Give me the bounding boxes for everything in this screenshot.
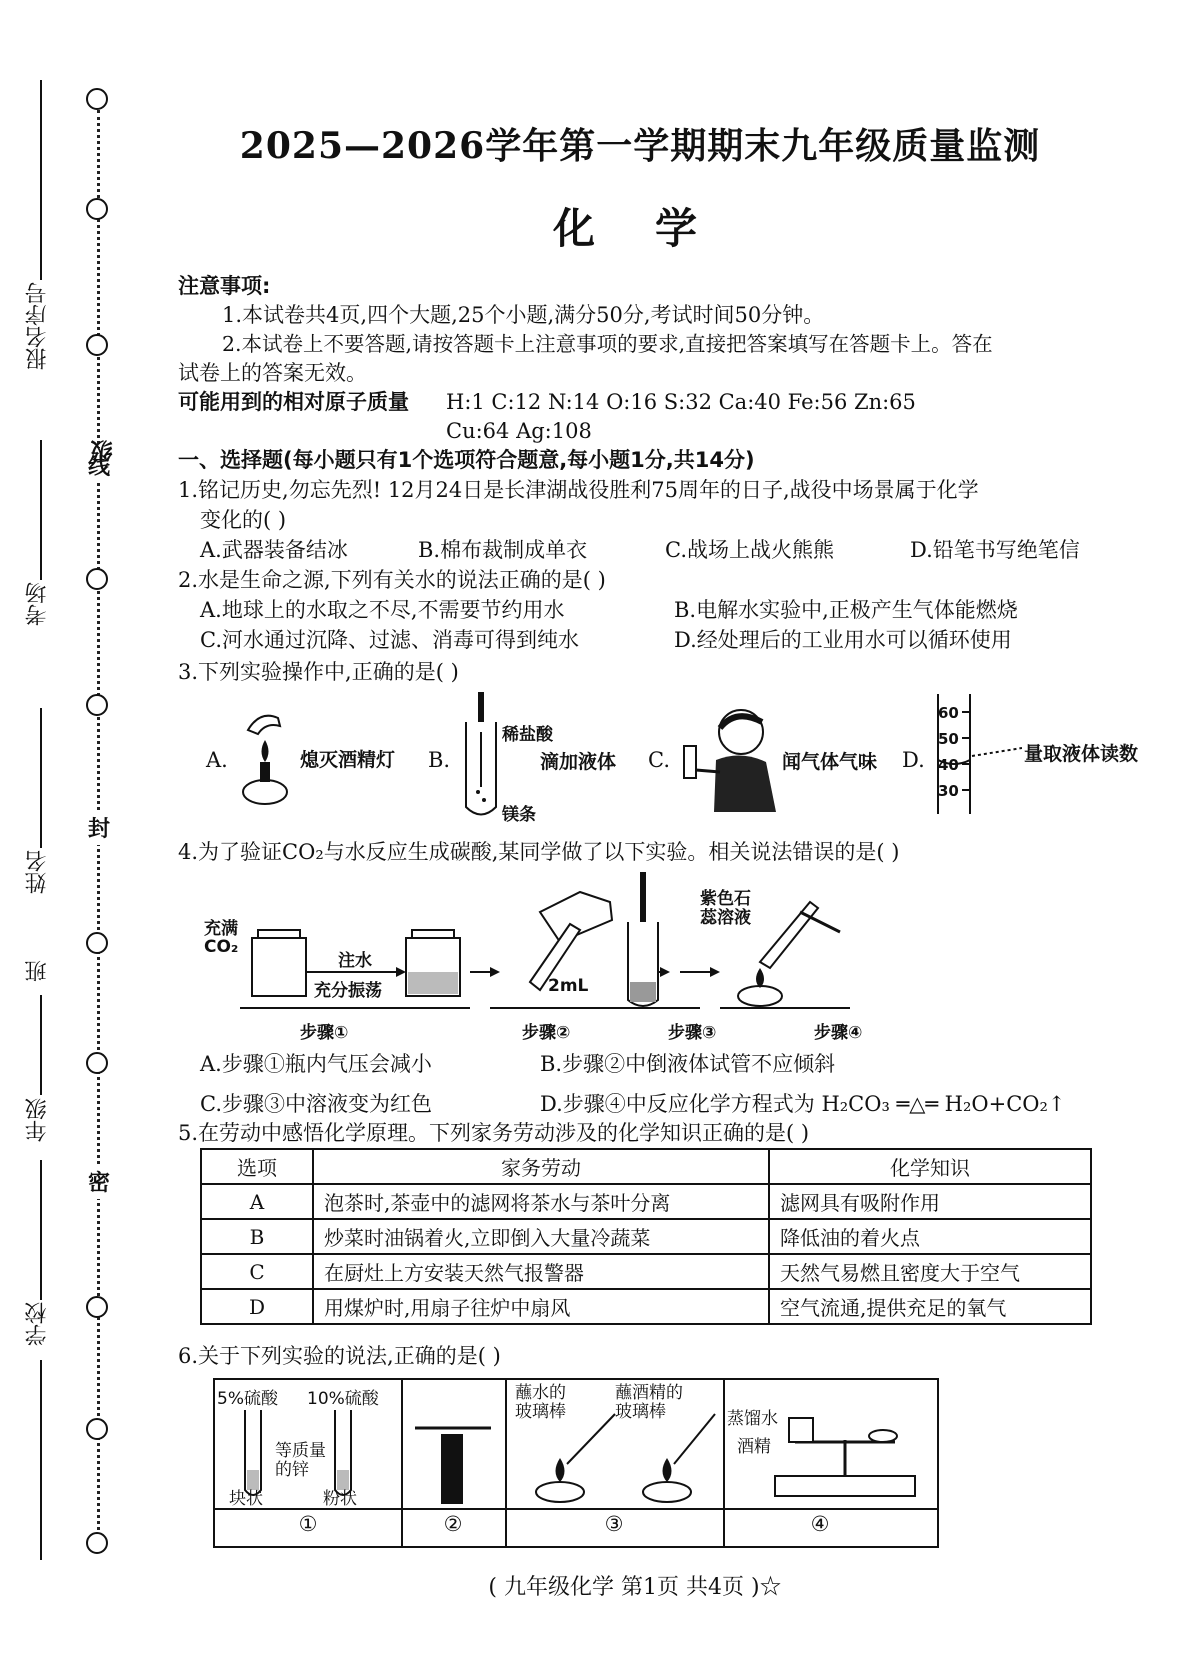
q3-d-caption: 量取液体读数 [1024, 743, 1139, 765]
q5-stem: 5.在劳动中感悟化学原理。下列家务劳动涉及的化学知识正确的是( ) [178, 1121, 810, 1145]
q6-label-rod-water: 蘸水的 玻璃棒 [515, 1383, 566, 1422]
q5-cell: 天然气易燃且密度大于空气 [769, 1254, 1091, 1289]
q5-cell: 用煤炉时,用扇子往炉中扇风 [313, 1289, 769, 1324]
q3-b-label-acid: 稀盐酸 [502, 725, 553, 745]
q5-header-row [201, 1149, 1091, 1184]
q6-label-powder: 粉状 [323, 1489, 357, 1509]
q4-option-c: C.步骤③中溶液变为红色 [200, 1092, 432, 1116]
label-name: 姓名 [25, 850, 50, 894]
q6-number-1: ① [298, 1512, 318, 1536]
q3-d-tick-50: 50 [938, 730, 959, 748]
binding-hole [86, 1296, 108, 1318]
seal-char-line: 线 [88, 448, 110, 483]
q3-b-label-magnesium: 镁条 [502, 805, 536, 825]
q3-letter-d: D. [902, 748, 925, 772]
q6-stem: 6.关于下列实验的说法,正确的是( ) [178, 1344, 501, 1368]
table-row [201, 1289, 1091, 1324]
label-grade-char: 级 [91, 440, 116, 462]
q6-label-block: 块状 [229, 1489, 263, 1509]
atomic-mass-line-1: H:1 C:12 N:14 O:16 S:32 Ca:40 Fe:56 Zn:65 [446, 390, 916, 414]
seal-char-secret: 密 [88, 1164, 110, 1199]
q6-number-2: ② [443, 1512, 463, 1536]
q6-number-4: ④ [810, 1512, 830, 1536]
notice-item-2-cont: 试卷上的答案无效。 [178, 361, 367, 385]
q3-b-test-tube-figure [456, 692, 506, 822]
atomic-mass-line-2: Cu:64 Ag:108 [446, 419, 592, 443]
q2-stem: 2.水是生命之源,下列有关水的说法正确的是( ) [178, 568, 606, 592]
q5-cell: 在厨灶上方安装天然气报警器 [313, 1254, 769, 1289]
label-class: 班 [25, 960, 50, 982]
q5-header-chore: 家务劳动 [313, 1149, 769, 1184]
binding-hole [86, 88, 108, 110]
binding-hole [86, 694, 108, 716]
q3-a-caption: 熄灭酒精灯 [300, 749, 396, 771]
q5-cell: 泡茶时,茶壶中的滤网将茶水与茶叶分离 [313, 1184, 769, 1219]
binding-hole [86, 334, 108, 356]
q3-c-smelling-figure [676, 700, 784, 815]
q3-d-tick-60: 60 [938, 704, 959, 722]
fill-line [40, 708, 42, 848]
page-footer: ( 九年级化学 第1页 共4页 )☆ [488, 1575, 782, 1600]
q4-step-2: 步骤② [522, 1023, 571, 1043]
fill-line [40, 440, 42, 580]
q4-label-shake: 充分振荡 [314, 981, 382, 1001]
q3-letter-a: A. [206, 748, 228, 772]
q4-step-1: 步骤① [300, 1023, 349, 1043]
label-grade: 年级 [25, 1098, 50, 1142]
q3-d-tick-40: 40 [938, 756, 959, 774]
q4-label-water: 注水 [338, 951, 372, 971]
q5-header-knowledge: 化学知识 [769, 1149, 1091, 1184]
notice-item-2: 2.本试卷上不要答题,请按答题卡上注意事项的要求,直接把答案填写在答题卡上。答在 [222, 332, 993, 356]
q6-label-zinc: 等质量 的锌 [275, 1441, 326, 1480]
subject-title: 化学 [552, 204, 757, 253]
table-row [201, 1219, 1091, 1254]
q5-cell: D [201, 1289, 313, 1324]
table-row [201, 1254, 1091, 1289]
q5-cell: 空气流通,提供充足的氧气 [769, 1289, 1091, 1324]
q4-label-bottle: 充满 CO₂ [204, 919, 239, 957]
q2-option-d: D.经处理后的工业用水可以循环使用 [674, 628, 1012, 652]
q1-stem-cont: 变化的( ) [200, 508, 287, 532]
notice-heading: 注意事项: [178, 274, 271, 298]
q3-letter-c: C. [648, 748, 670, 772]
q2-option-c: C.河水通过沉降、过滤、消毒可得到纯水 [200, 628, 579, 652]
fill-line [40, 1160, 42, 1300]
binding-hole [86, 568, 108, 590]
label-exam-room: 考场 [25, 582, 50, 626]
q1-option-b: B.棉布裁制成单衣 [418, 538, 588, 562]
label-registration-number: 报名序号 [25, 282, 50, 370]
q2-option-a: A.地球上的水取之不尽,不需要节约用水 [200, 598, 565, 622]
fill-line [40, 995, 42, 1095]
q4-step-3: 步骤③ [668, 1023, 717, 1043]
q5-header-option: 选项 [201, 1149, 313, 1184]
binding-hole [86, 1532, 108, 1554]
q4-label-volume: 2mL [548, 976, 589, 996]
exam-title: 2025—2026学年第一学期期末九年级质量监测 [239, 125, 1041, 167]
q4-option-a: A.步骤①瓶内气压会减小 [200, 1052, 432, 1076]
q5-cell: 炒菜时油锅着火,立即倒入大量冷蔬菜 [313, 1219, 769, 1254]
q6-label-acid-5: 5%硫酸 [217, 1389, 278, 1409]
q1-option-d: D.铅笔书写绝笔信 [910, 538, 1080, 562]
q6-figure-table [213, 1378, 939, 1548]
q1-option-a: A.武器装备结冰 [200, 538, 348, 562]
q2-option-b: B.电解水实验中,正极产生气体能燃烧 [674, 598, 1018, 622]
table-row [201, 1184, 1091, 1219]
q5-cell: 滤网具有吸附作用 [769, 1184, 1091, 1219]
q3-a-alcohol-lamp-figure [230, 700, 300, 810]
q3-b-caption: 滴加液体 [540, 751, 617, 773]
q6-number-3: ③ [604, 1512, 624, 1536]
q3-letter-b: B. [428, 748, 451, 772]
q5-table [200, 1148, 1092, 1325]
seal-char-seal: 封 [88, 810, 110, 845]
q1-option-c: C.战场上战火熊熊 [665, 538, 834, 562]
q4-step-4: 步骤④ [814, 1023, 863, 1043]
label-school: 学校 [25, 1302, 50, 1346]
q1-stem: 1.铭记历史,勿忘先烈! 12月24日是长津湖战役胜利75周年的日子,战役中场景属于化学 [178, 478, 979, 502]
q4-label-litmus: 紫色石 蕊溶液 [700, 889, 751, 928]
q5-cell: B [201, 1219, 313, 1254]
q3-d-tick-30: 30 [938, 782, 959, 800]
q6-label-rod-alcohol: 蘸酒精的 玻璃棒 [615, 1383, 683, 1422]
q5-cell: A [201, 1184, 313, 1219]
q5-cell: C [201, 1254, 313, 1289]
q3-c-caption: 闻气体气味 [782, 751, 878, 773]
q4-option-d: D.步骤④中反应化学方程式为 H₂CO₃ ═△═ H₂O+CO₂↑ [540, 1092, 1066, 1116]
q6-label-distilled: 蒸馏水 [727, 1409, 778, 1429]
atomic-mass-label: 可能用到的相对原子质量 [178, 390, 409, 414]
fill-line [40, 1360, 42, 1560]
q5-cell: 降低油的着火点 [769, 1219, 1091, 1254]
binding-hole [86, 1418, 108, 1440]
q4-option-b: B.步骤②中倒液体试管不应倾斜 [540, 1052, 836, 1076]
q4-stem: 4.为了验证CO₂与水反应生成碳酸,某同学做了以下实验。相关说法错误的是( ) [178, 840, 900, 864]
binding-hole [86, 932, 108, 954]
binding-hole [86, 1052, 108, 1074]
notice-item-1: 1.本试卷共4页,四个大题,25个小题,满分50分,考试时间50分钟。 [222, 303, 825, 327]
q6-label-acid-10: 10%硫酸 [307, 1389, 379, 1409]
q4-experiment-figure [200, 872, 920, 1022]
section-1-heading: 一、选择题(每小题只有1个选项符合题意,每小题1分,共14分) [178, 448, 755, 472]
q3-stem: 3.下列实验操作中,正确的是( ) [178, 660, 459, 684]
q6-label-alcohol: 酒精 [737, 1437, 771, 1457]
